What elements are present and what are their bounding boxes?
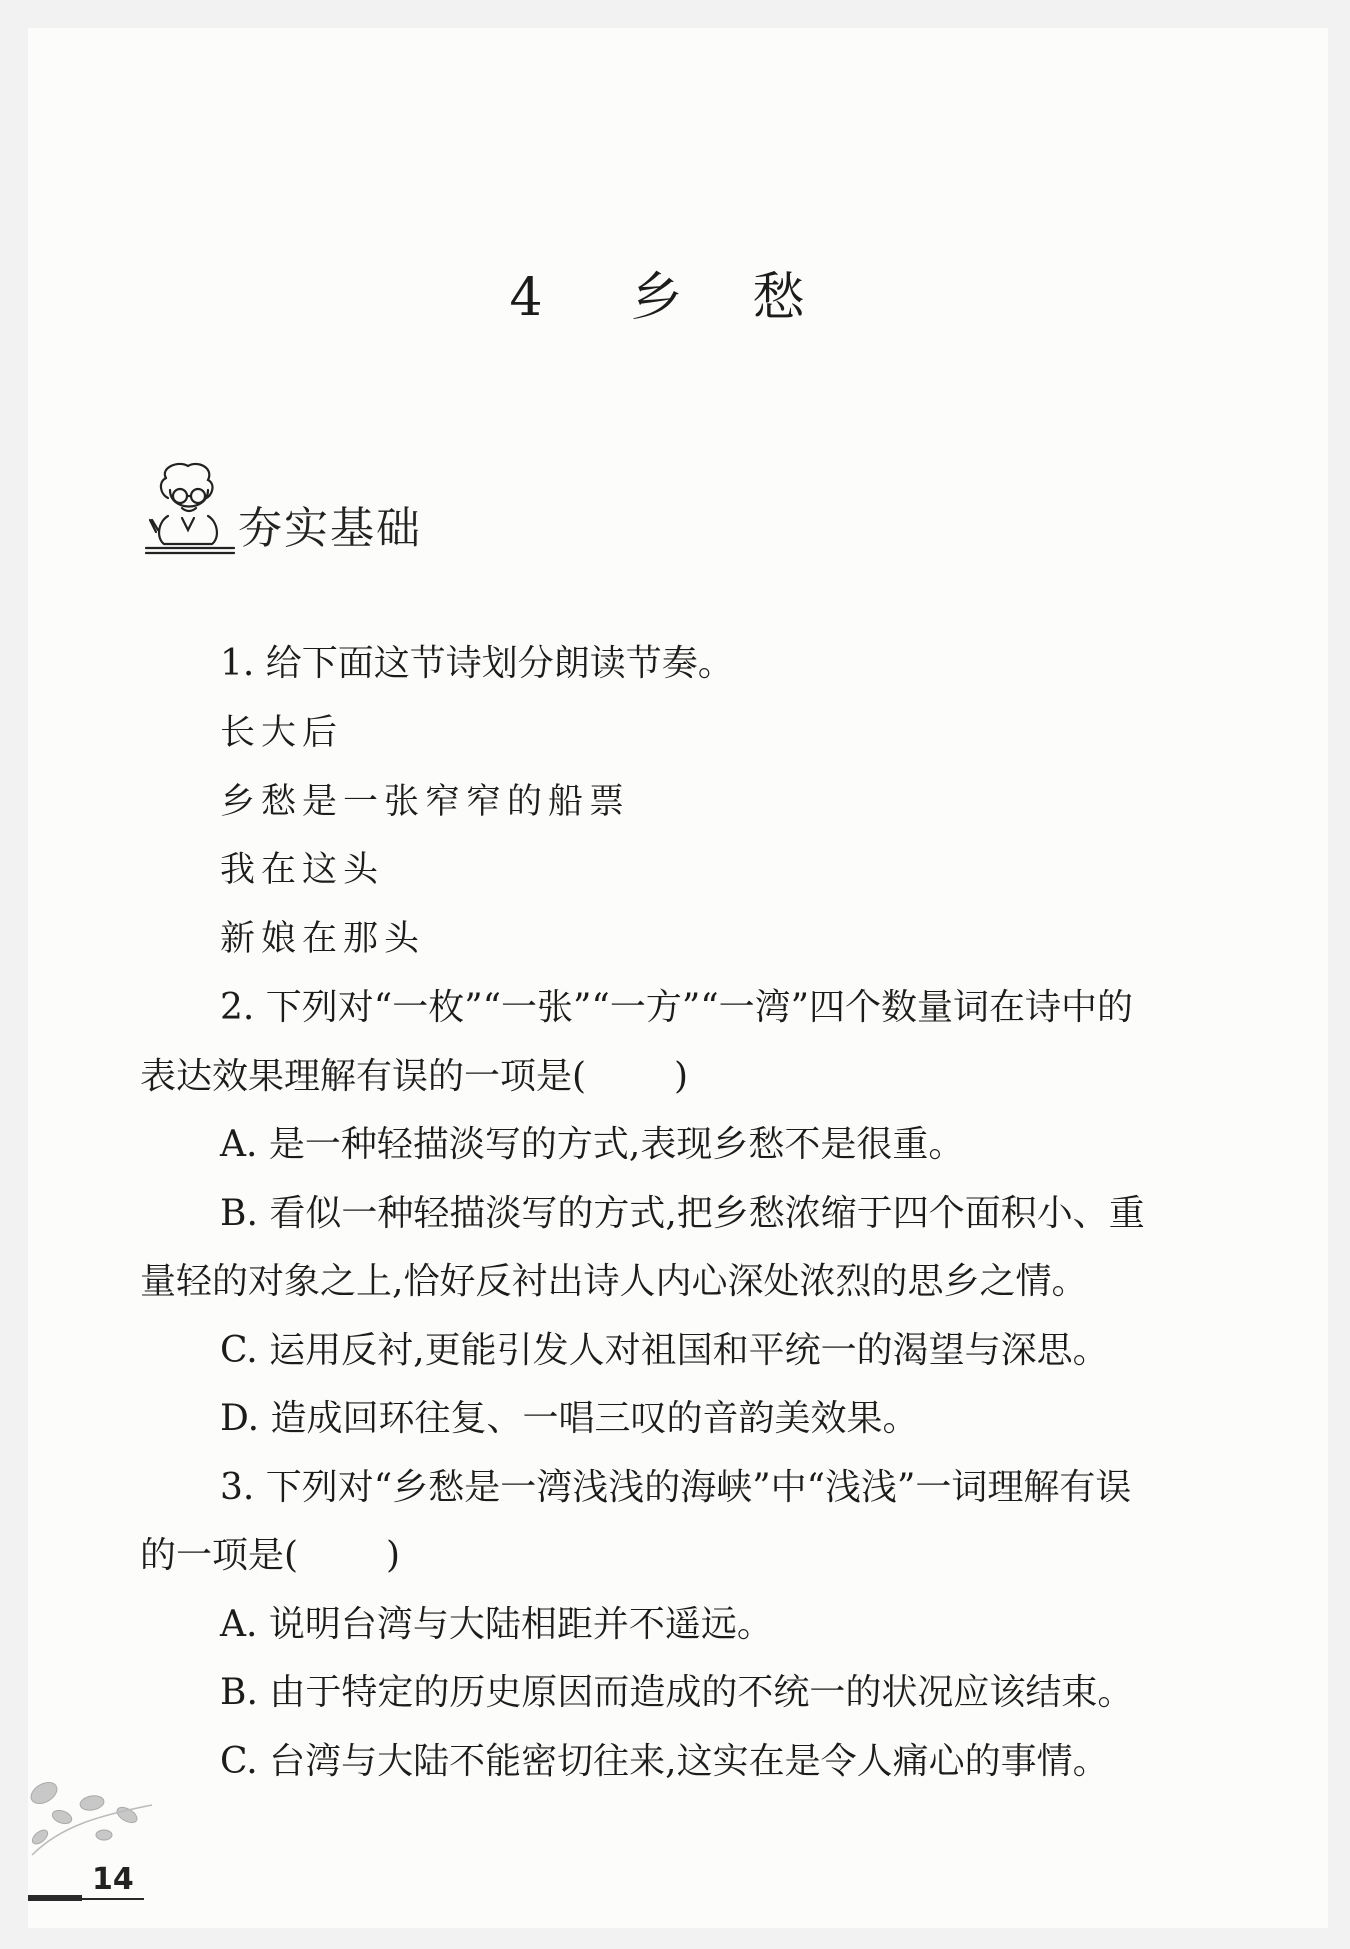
question-2-option-b-line-1: B. 看似一种轻描淡写的方式,把乡愁浓缩于四个面积小、重 — [220, 1193, 1145, 1234]
page-number: 14 — [92, 1862, 134, 1897]
leaf-sketch-icon — [22, 1775, 162, 1865]
question-2-prompt-text: 表达效果理解有误的一项是( — [140, 1056, 587, 1097]
page-number-rule — [82, 1898, 144, 1900]
section-title: 夯实基础 — [238, 503, 422, 554]
reading-person-icon — [138, 460, 238, 560]
question-3-option-b: B. 由于特定的历史原因而造成的不统一的状况应该结束。 — [220, 1672, 1134, 1713]
question-2-prompt-line-1: 2. 下列对“一枚”“一张”“一方”“一湾”四个数量词在诗中的 — [220, 987, 1134, 1028]
lesson-title — [0, 255, 1350, 330]
poem-line-4: 新娘在那头 — [220, 919, 426, 959]
poem-line-2: 乡愁是一张窄窄的船票 — [220, 782, 631, 822]
poem-line-3: 我在这头 — [220, 850, 385, 890]
question-1-prompt: 1. 给下面这节诗划分朗读节奏。 — [220, 643, 734, 684]
question-2-option-c: C. 运用反衬,更能引发人对祖国和平统一的渴望与深思。 — [220, 1330, 1109, 1371]
page-number-bar — [28, 1895, 82, 1901]
question-3-paren-close: ) — [386, 1535, 401, 1576]
question-2-option-a: A. 是一种轻描淡写的方式,表现乡愁不是很重。 — [220, 1124, 965, 1165]
question-3-option-a: A. 说明台湾与大陆相距并不遥远。 — [220, 1604, 773, 1645]
lesson-title-char-1: 乡 — [630, 268, 685, 328]
question-3-option-c: C. 台湾与大陆不能密切往来,这实在是令人痛心的事情。 — [220, 1741, 1109, 1782]
question-3-prompt-text: 的一项是( — [140, 1535, 299, 1576]
question-2-prompt-line-2 — [140, 1056, 689, 1097]
question-2-paren-close: ) — [674, 1056, 689, 1097]
poem-line-1: 长大后 — [220, 713, 344, 753]
question-2-option-d: D. 造成回环往复、一唱三叹的音韵美效果。 — [220, 1398, 919, 1439]
question-3-prompt-line-1: 3. 下列对“乡愁是一湾浅浅的海峡”中“浅浅”一词理解有误 — [220, 1467, 1132, 1508]
lesson-title-char-2: 愁 — [752, 268, 807, 328]
question-3-prompt-line-2 — [140, 1535, 401, 1576]
question-2-option-b-line-2: 量轻的对象之上,恰好反衬出诗人内心深处浓烈的思乡之情。 — [140, 1261, 1088, 1302]
section-header — [138, 460, 478, 560]
lesson-number: 4 — [509, 268, 545, 328]
